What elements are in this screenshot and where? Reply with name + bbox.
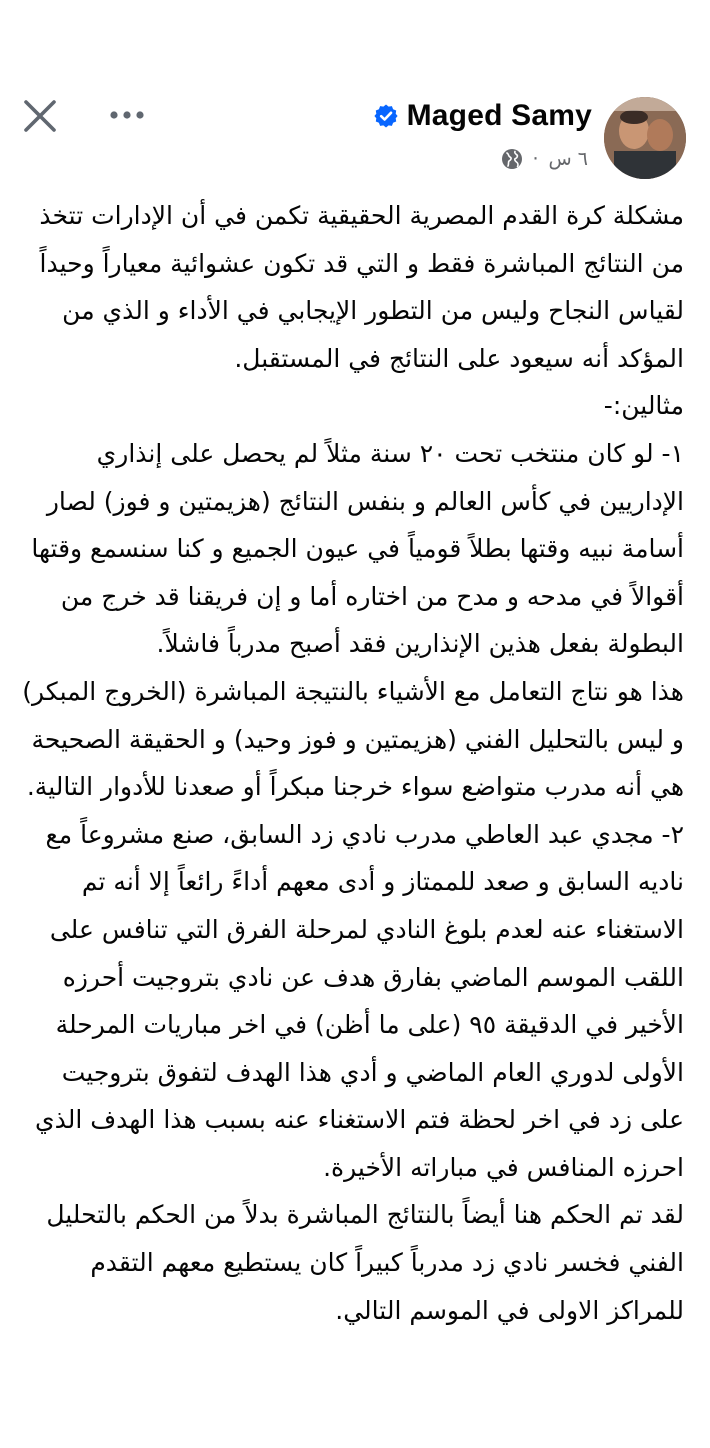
- author-name[interactable]: Maged Samy: [406, 99, 592, 132]
- author-row: [373, 96, 592, 136]
- post-paragraph: مثالين:-: [603, 391, 684, 421]
- post-timestamp[interactable]: ٦ س: [548, 148, 588, 170]
- globe-icon: [501, 148, 523, 170]
- more-icon: [104, 100, 150, 130]
- close-button[interactable]: [20, 96, 60, 136]
- post-paragraph: ١- لو كان منتخب تحت ٢٠ سنة مثلاً لم يحصل على إنذاري الإداريين في كأس العالم و بنفس النتائج (هزيمتين و فوز) لصار أسامة نبيه وقتها بطلاً قومياً في عيون الجميع و كنا سنسمع وقتها أقوالاً في مدحه و مدح من اختاره أما و إن فريقنا قد خرج من البطولة بفعل هذين الإنذارين فقد أصبح مدرباً فاشلاً.: [31, 438, 684, 659]
- close-icon: [20, 96, 60, 136]
- avatar-photo: [604, 97, 686, 179]
- post-paragraph: مشكلة كرة القدم المصرية الحقيقية تكمن في أن الإدارات تتخذ من النتائج المباشرة فقط و التي قد تكون عشوائية معياراً وحيداً لقياس النجاح وليس من التطور الإيجابي في الأداء و الذي من المؤكد أنه سيعود على النتائج في المستقبل.: [39, 201, 684, 373]
- meta-separator: ·: [532, 148, 539, 170]
- post-paragraph: هذا هو نتاج التعامل مع الأشياء بالنتيجة المباشرة (الخروج المبكر) و ليس بالتحليل الفني (هزيمتين و فوز وحيد) و الحقيقة الصحيحة هي أنه مدرب متواضع سواء خرجنا مبكراً أو صعدنا للأدوار التالية.: [22, 676, 684, 802]
- more-options-button[interactable]: [104, 100, 150, 130]
- author-avatar[interactable]: [604, 97, 686, 179]
- post-paragraph: لقد تم الحكم هنا أيضاً بالنتائج المباشرة بدلاً من الحكم بالتحليل الفني فخسر نادي زد مدرباً كبيراً كان يستطيع معهم التقدم للمراكز الاولى في الموسم التالي.: [46, 1200, 684, 1325]
- post-header: [0, 0, 710, 190]
- verified-badge-icon: [373, 103, 399, 129]
- post-meta: [501, 144, 589, 174]
- post-body: [12, 192, 684, 1334]
- post-paragraph: ٢- مجدي عبد العاطي مدرب نادي زد السابق، صنع مشروعاً مع ناديه السابق و صعد للممتاز و أدى معهم أداءً رائعاً إلا أنه تم الاستغناء عنه لعدم بلوغ النادي لمرحلة الفرق التي تنافس على اللقب الموسم الماضي بفارق هدف عن نادي بتروجيت أحرزه الأخير في الدقيقة ٩٥ (على ما أظن) في اخر مباريات المرحلة الأولى لدوري العام الماضي و أدي هذا الهدف لتفوق بتروجيت على زد في اخر لحظة فتم الاستغناء عنه بسبب هذا الهدف الذي احرزه المنافس في مباراته الأخيرة.: [35, 819, 684, 1182]
